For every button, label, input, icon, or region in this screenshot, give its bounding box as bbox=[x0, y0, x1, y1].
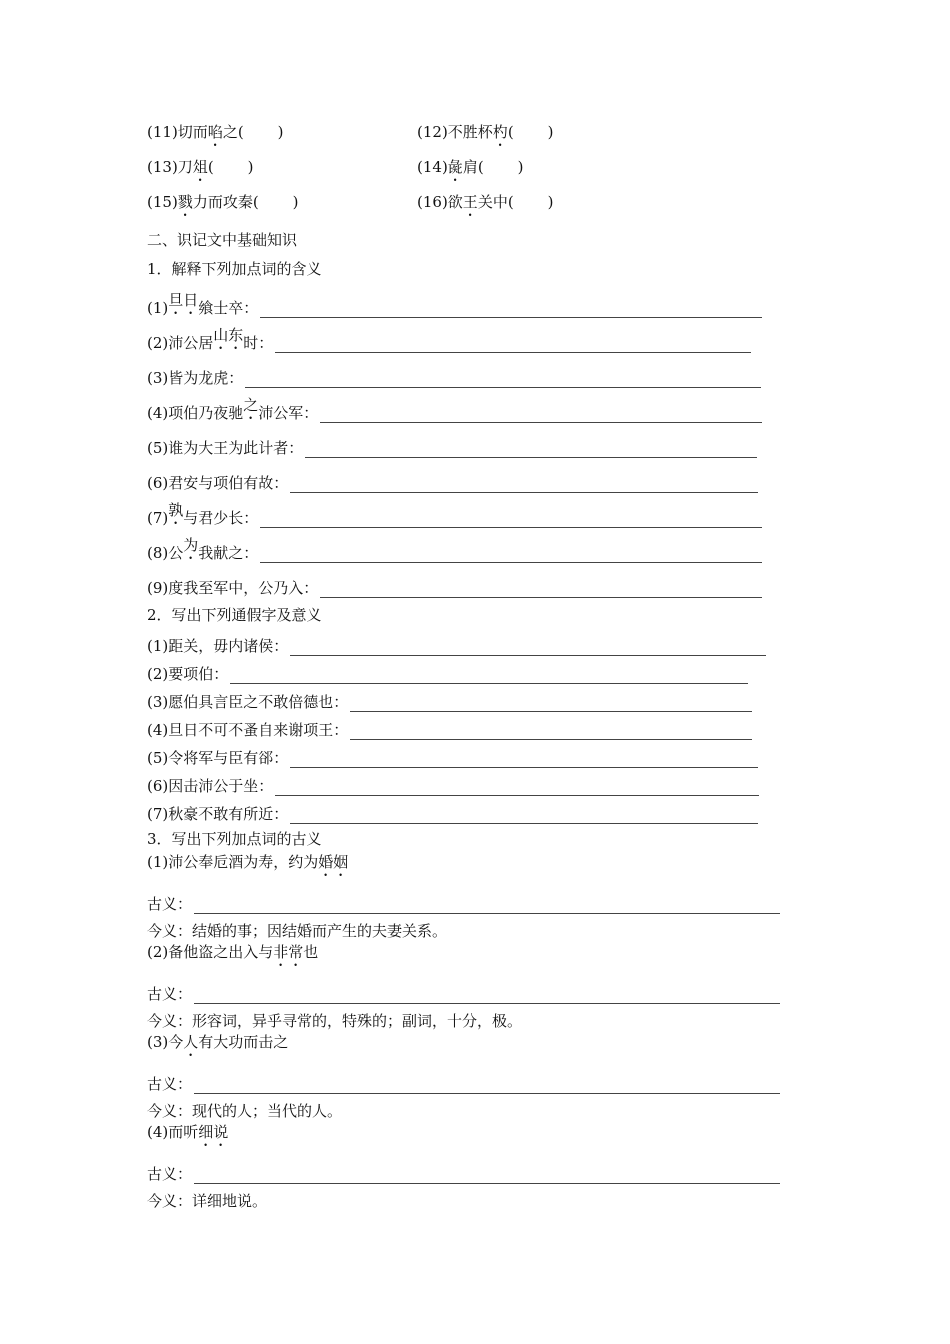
answer-line[interactable] bbox=[245, 373, 761, 388]
answer-line[interactable] bbox=[194, 1169, 780, 1184]
dotted-word: 之 bbox=[243, 396, 259, 414]
q2-item bbox=[147, 656, 787, 684]
vocab-item bbox=[147, 121, 417, 150]
gu-yi-label: 古义： bbox=[147, 985, 193, 1003]
item-text: ) bbox=[247, 158, 254, 176]
item-text: ) bbox=[547, 193, 554, 211]
dotted-word: 山东 bbox=[213, 326, 244, 344]
item-text: 我献之： bbox=[198, 544, 259, 562]
q1-item bbox=[147, 493, 787, 528]
item-text: (6)君安与项伯有故： bbox=[147, 474, 289, 492]
item-text: (2)沛公居 bbox=[147, 334, 214, 352]
gu-yi-row bbox=[147, 1158, 787, 1184]
item-text: (12)不胜杯 bbox=[417, 123, 493, 141]
dotted-word: 啗 bbox=[207, 123, 223, 141]
q1-item bbox=[147, 423, 787, 458]
item-text: (3)皆为龙虎： bbox=[147, 369, 244, 387]
jin-yi-text: 今义：现代的人；当代的人。 bbox=[147, 1102, 343, 1120]
answer-line[interactable] bbox=[320, 408, 762, 423]
q3-item bbox=[147, 942, 787, 1032]
item-text: ( bbox=[207, 158, 214, 176]
dotted-word: 俎 bbox=[192, 158, 208, 176]
q2-item bbox=[147, 740, 787, 768]
jin-yi-text: 今义：结婚的事；因结婚而产生的夫妻关系。 bbox=[147, 922, 448, 940]
gu-yi-label: 古义： bbox=[147, 895, 193, 913]
q1-item bbox=[147, 318, 787, 353]
q2-item bbox=[147, 796, 787, 824]
gu-yi-row bbox=[147, 978, 787, 1004]
q1-list bbox=[147, 283, 787, 598]
q1-item bbox=[147, 458, 787, 493]
answer-line[interactable] bbox=[275, 781, 759, 796]
q2-list bbox=[147, 628, 787, 824]
item-text: 也 bbox=[303, 943, 319, 961]
answer-line[interactable] bbox=[290, 478, 758, 493]
q1-item bbox=[147, 353, 787, 388]
item-text: ( bbox=[507, 123, 514, 141]
answer-line[interactable] bbox=[260, 513, 762, 528]
answer-line[interactable] bbox=[290, 641, 766, 656]
q1-item bbox=[147, 283, 787, 318]
item-text: (1)距关，毋内诸侯： bbox=[147, 637, 289, 655]
answer-line[interactable] bbox=[194, 989, 780, 1004]
dotted-word: 彘 bbox=[447, 158, 463, 176]
answer-line[interactable] bbox=[290, 809, 758, 824]
item-text: (8)公 bbox=[147, 544, 184, 562]
answer-line[interactable] bbox=[194, 1079, 780, 1094]
vocab-item bbox=[417, 156, 687, 185]
dotted-word: 孰 bbox=[168, 501, 184, 519]
dotted-word: 非常 bbox=[273, 943, 304, 961]
dotted-word: 杓 bbox=[492, 123, 508, 141]
item-text: (9)度我至军中，公乃入： bbox=[147, 579, 319, 597]
item-text: 沛公军： bbox=[258, 404, 319, 422]
item-text: (15) bbox=[147, 193, 178, 211]
gu-yi-label: 古义： bbox=[147, 1165, 193, 1183]
question-title: 1．解释下列加点词的含义 bbox=[147, 260, 322, 278]
dotted-word: 旦日 bbox=[168, 291, 199, 309]
item-text: (1)沛公奉卮酒为寿，约为 bbox=[147, 853, 319, 871]
item-text: ) bbox=[292, 193, 299, 211]
q1-item bbox=[147, 388, 787, 423]
vocab-item bbox=[417, 121, 687, 150]
q3-sentence bbox=[147, 942, 787, 978]
answer-line[interactable] bbox=[290, 753, 758, 768]
item-text: 与君少长： bbox=[183, 509, 259, 527]
answer-line[interactable] bbox=[305, 443, 757, 458]
answer-line[interactable] bbox=[350, 697, 752, 712]
q2-item bbox=[147, 768, 787, 796]
answer-line[interactable] bbox=[260, 548, 762, 563]
q3-item bbox=[147, 852, 787, 942]
item-text: (3)愿伯具言臣之不敢倍德也： bbox=[147, 693, 349, 711]
item-text: ) bbox=[277, 123, 284, 141]
item-text: ) bbox=[517, 158, 524, 176]
item-text: (5)谁为大王为此计者： bbox=[147, 439, 304, 457]
item-text: (1) bbox=[147, 299, 169, 317]
q2-item bbox=[147, 628, 787, 656]
item-text: (13)刀 bbox=[147, 158, 193, 176]
item-text: ) bbox=[547, 123, 554, 141]
answer-line[interactable] bbox=[350, 725, 752, 740]
item-text: 时： bbox=[243, 334, 274, 352]
item-text: 之( bbox=[222, 123, 244, 141]
answer-line[interactable] bbox=[260, 303, 762, 318]
q1-item bbox=[147, 528, 787, 563]
item-text: 有大功而击之 bbox=[198, 1033, 289, 1051]
vocab-row bbox=[147, 118, 787, 153]
item-text: (7)秋豪不敢有所近： bbox=[147, 805, 289, 823]
item-text: 关中( bbox=[477, 193, 514, 211]
vocab-row bbox=[147, 188, 787, 223]
item-text: (4)而听 bbox=[147, 1123, 199, 1141]
dotted-word: 细说 bbox=[198, 1123, 229, 1141]
item-text: 肩( bbox=[462, 158, 484, 176]
vocab-item bbox=[147, 156, 417, 185]
dotted-word: 人 bbox=[183, 1033, 199, 1051]
item-text: 飨士卒： bbox=[198, 299, 259, 317]
dotted-word: 王 bbox=[462, 193, 478, 211]
item-text: (3)今 bbox=[147, 1033, 184, 1051]
q1-item bbox=[147, 563, 787, 598]
answer-line[interactable] bbox=[230, 669, 748, 684]
section-heading: 二、识记文中基础知识 bbox=[147, 231, 298, 249]
worksheet-content bbox=[147, 118, 787, 1212]
q3-sentence bbox=[147, 852, 787, 888]
vocab-row bbox=[147, 153, 787, 188]
item-text: (4)项伯乃夜驰 bbox=[147, 404, 244, 422]
q2-item bbox=[147, 712, 787, 740]
dotted-word: 为 bbox=[183, 536, 199, 554]
q3-sentence bbox=[147, 1122, 787, 1158]
q3-item bbox=[147, 1122, 787, 1212]
dotted-word: 婚姻 bbox=[318, 853, 349, 871]
gu-yi-label: 古义： bbox=[147, 1075, 193, 1093]
answer-line[interactable] bbox=[275, 338, 751, 353]
jin-yi-text: 今义：详细地说。 bbox=[147, 1192, 268, 1210]
item-text: (6)因击沛公于坐： bbox=[147, 777, 274, 795]
answer-line[interactable] bbox=[194, 899, 780, 914]
vocab-item bbox=[417, 191, 687, 220]
gu-yi-row bbox=[147, 1068, 787, 1094]
vocab-item bbox=[147, 191, 417, 220]
gu-yi-row bbox=[147, 888, 787, 914]
item-text: (2)备他盗之出入与 bbox=[147, 943, 274, 961]
q3-list bbox=[147, 852, 787, 1212]
item-text: (16)欲 bbox=[417, 193, 463, 211]
q2-item bbox=[147, 684, 787, 712]
answer-line[interactable] bbox=[320, 583, 762, 598]
dotted-word: 戮 bbox=[177, 193, 193, 211]
item-text: (11)切而 bbox=[147, 123, 208, 141]
item-text: (5)令将军与臣有郤： bbox=[147, 749, 289, 767]
item-text: 力而攻秦( bbox=[192, 193, 259, 211]
item-text: (2)要项伯： bbox=[147, 665, 229, 683]
question-title: 3．写出下列加点词的古义 bbox=[147, 830, 322, 848]
item-text: (7) bbox=[147, 509, 169, 527]
item-text: (4)旦日不可不蚤自来谢项王： bbox=[147, 721, 349, 739]
jin-yi-text: 今义：形容词，异乎寻常的，特殊的；副词，十分，极。 bbox=[147, 1012, 523, 1030]
item-text: (14) bbox=[417, 158, 448, 176]
q3-sentence bbox=[147, 1032, 787, 1068]
question-title: 2．写出下列通假字及意义 bbox=[147, 606, 322, 624]
q3-item bbox=[147, 1032, 787, 1122]
